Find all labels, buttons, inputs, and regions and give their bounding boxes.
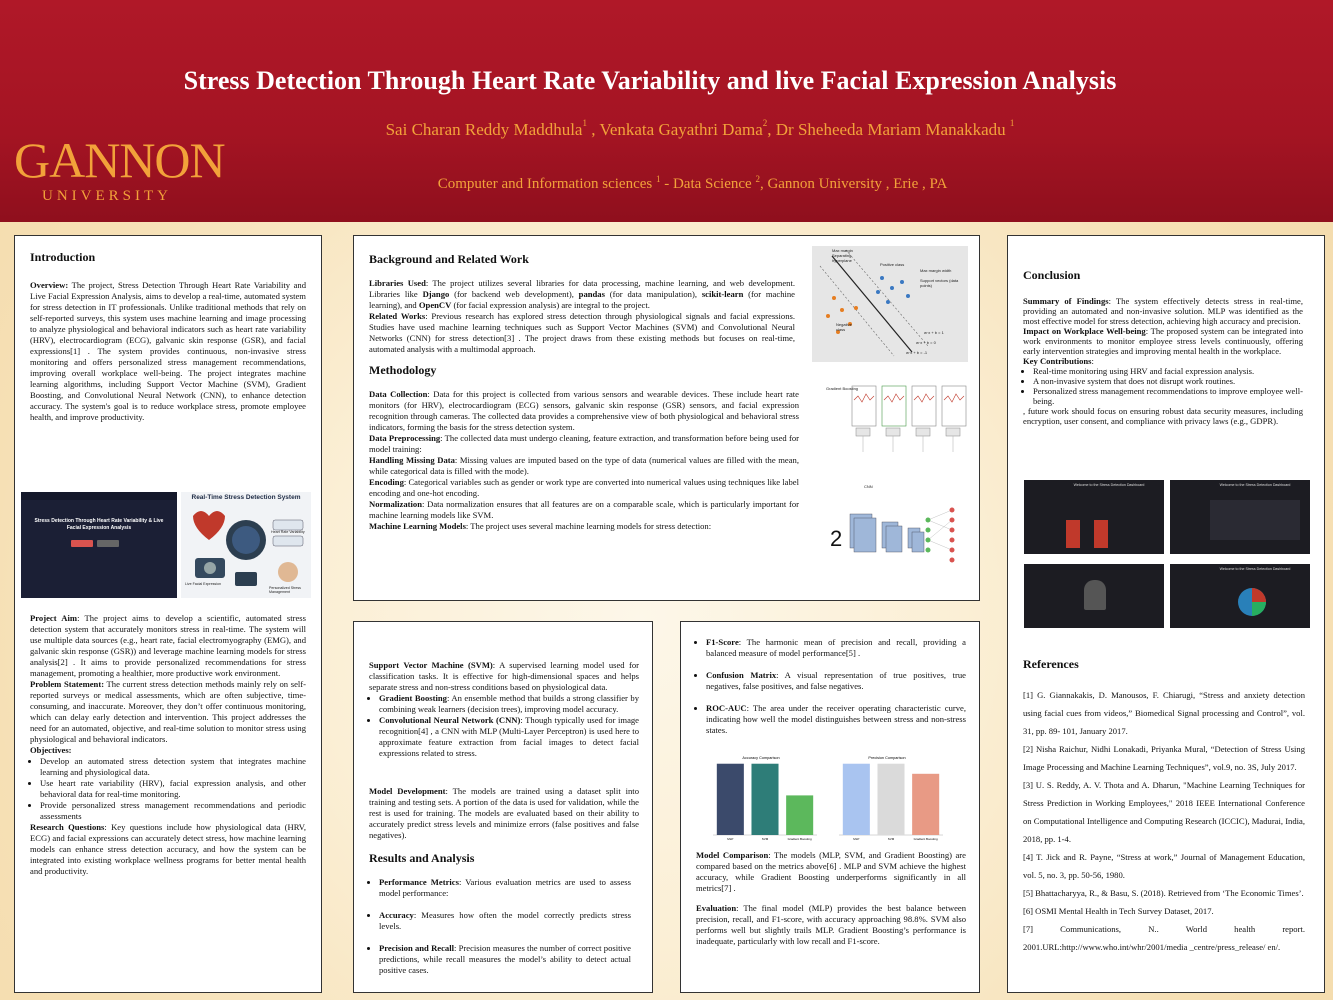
model-development-text [369, 786, 639, 841]
chart-bar [843, 764, 870, 835]
reference-item: [1] G. Giannakakis, D. Manousos, F. Chiarugi, “Stress and anxiety detection using facial cues from videos,” Biomedical Signal processing and Control”, vol. 31, pp. 89- 101, January 2017. [1023, 690, 1305, 736]
comparison-label: Model Comparison [696, 850, 769, 860]
preprocessing-body: : The collected data must undergo cleaning, feature extraction, and transformation before being used for model training: [369, 433, 799, 454]
contributions-label: Key Contributions [1023, 356, 1092, 366]
references-heading: References [1023, 657, 1079, 671]
cnn-diagram [824, 480, 970, 576]
preprocessing-label: Data Preprocessing [369, 433, 441, 443]
affiliation-text: Computer and Information sciences [437, 176, 656, 192]
diagram-label: Gradient Boosting [826, 386, 859, 391]
gb-label: Gradient Boosting [379, 693, 447, 703]
f1-label: F1-Score [706, 637, 739, 647]
affiliation-text: - Data Science [660, 176, 756, 192]
libraries-body: (for facial expression analysis) are integral to the project. [451, 300, 650, 310]
chart-tick-label: Gradient Boosting [913, 837, 938, 841]
dashboard-title: Welcome to the Stress Detection Dashboard [1219, 567, 1291, 571]
f1-body: : The harmonic mean of precision and recall, providing a balanced measure of model performance[5] . [706, 637, 966, 658]
chart-bar [786, 795, 813, 835]
dev-label: Model Development [369, 786, 446, 796]
chart-tick-label: SVM [887, 837, 895, 841]
gb-body: : An ensemble method that builds a strong classifier by combining weak learners (decision trees), improving model accuracy. [379, 693, 640, 714]
libraries-body: (for data manipulation), [604, 289, 702, 299]
metric-item [706, 637, 966, 659]
aim-and-problem-text [30, 613, 306, 877]
dashboard-screenshot [1170, 480, 1310, 554]
infographic-label: Personalized Stress Management [269, 586, 301, 594]
model-item [379, 715, 639, 759]
contributions-list [1023, 366, 1303, 406]
summary-label: Summary of Findings [1023, 296, 1109, 306]
django-label: Django [422, 289, 450, 299]
precision-chart [825, 753, 949, 849]
svm-body: : A supervised learning model used for classification tasks. It is effective for high-dimensional spaces and helps separate stress and non-stress conditions based on physiological data. [369, 660, 639, 692]
chart-tick-label: Gradient Boosting [787, 837, 812, 841]
conclusion-heading: Conclusion [1023, 268, 1081, 282]
ml-models-body: : The project uses several machine learning models for stress detection: [465, 521, 712, 531]
methodology-text [369, 389, 799, 532]
collection-label: Data Collection [369, 389, 428, 399]
author-name: Dr Sheheeda Mariam Manakkadu [775, 120, 1010, 139]
metrics-list [369, 877, 631, 976]
comparison-body: : The models (MLP, SVM, and Gradient Boosting) are compared based on the metrics above[6] . MLP and SVM achieve the highest accuracy, while Gradient Boosting underperforms significantly in all metrics[7] . [696, 850, 966, 893]
metrics-list [696, 637, 966, 736]
libraries-body: (for backend web development), [449, 289, 579, 299]
related-works-label: Related Works [369, 311, 426, 321]
gradient-boosting-diagram [824, 382, 970, 474]
poster-title: Stress Detection Through Heart Rate Variability and live Facial Expression Analysis [183, 66, 1117, 95]
roc-label: ROC-AUC [706, 703, 747, 713]
contributions-colon: : [1091, 356, 1094, 366]
evaluation-text [696, 903, 966, 947]
svm-diagram-image [812, 246, 968, 362]
methodology-heading: Methodology [369, 363, 437, 377]
libraries-label: Libraries Used [369, 278, 426, 288]
summary-body: : The system effectively detects stress in real-time, providing an automated and non-invasive solution. MLP was identified as the most effective model for stress detection, achieving high accuracy and precision. [1023, 296, 1304, 326]
overview-text [30, 280, 306, 423]
cnn-label: Convolutional Neural Network (CNN) [379, 715, 521, 725]
infographic-label: Heart Rate Variability [271, 530, 305, 534]
svm-label: Support Vector Machine (SVM) [369, 660, 493, 670]
research-questions-body: : Key questions include how physiological data (HRV, ECG) and facial expressions can accurately detect stress, how machine learning models can enhance stress detection accuracy, and how the system can be integrated into existing workplace wellness programs for better mental health and productivity. [30, 822, 307, 876]
introduction-panel [14, 235, 322, 993]
collection-body: : Data for this project is collected from various sensors and wearable devices. These include heart rate monitors (for HRV), electrocardiogram (ECG) sensors, galvanic skin response (GSR) sensors, and facial expression recognition through cameras. The collected data provides a comprehensive view of both physiological and behavioral stress indicators, forming the basis for the stress detection system. [369, 389, 799, 432]
overview-body: The project, Stress Detection Through Heart Rate Variability and Live Facial Expression Analysis, aims to develop a real-time, automated system for stress detection in IT professionals. Unlike traditional methods that rely on self-reported surveys, this system uses machine learning and image processing to analyze physiological and behavioral indicators such as heart rate variability (HRV), electrocardiogram (ECG), galvanic skin response (GSR), and facial expressions[1] . The system provides continuous, non-invasive stress monitoring and offers personalized stress management recommendations, improving overall workplace well-being. The project integrates machine learning algorithms, including Support Vector Machine (SVM), Gradient Boosting, and Convolutional Neural Network (CNN), to enhance detection accuracy. The system's goal is to reduce workplace stress, promote employee health, and improve productivity. [30, 280, 306, 422]
ml-models-label: Machine Learning Models [369, 521, 466, 531]
reference-item: [4] T. Jick and R. Payne, “Stress at work,” Journal of Management Education, vol. 5, no. 3, pp. 50-56, 1980. [1023, 852, 1305, 880]
dashboard-title: Welcome to the Stress Detection Dashboard [1073, 483, 1145, 487]
svm-label-text: Separating hyperplane [832, 253, 852, 263]
missing-data-label: Handling Missing Data [369, 455, 455, 465]
reference-item: [3] U. S. Reddy, A. V. Thota and A. Dharun, "Machine Learning Techniques for Stress Prediction in Working Employees," 2018 IEEE International Conference on Computational Intelligence and Computing Research (ICCIC), Madurai, India, 2018, pp. 1-4. [1023, 780, 1305, 844]
background-text [369, 278, 795, 355]
svg-text:2: 2 [830, 526, 843, 551]
infographic-title: Real-Time Stress Detection System [191, 494, 301, 501]
cnn-body: : Though typically used for image recognition[4] , a CNN with MLP (Multi-Layer Perceptron) is used here to approximate feature extraction from facial images to detect facial expressions related to stress. [379, 715, 639, 758]
infographic-label: Live Facial Expression [185, 582, 221, 586]
opencv-label: OpenCV [418, 300, 452, 310]
dashboard-screenshot [1024, 480, 1164, 554]
objective-item: • Use heart rate variability (HRV), facial expression analysis, and other behavioral data for real-time monitoring. [40, 778, 306, 800]
contribution-item: • A non-invasive system that does not disrupt work routines. [1033, 376, 1303, 386]
svm-label: Support vectors (data points) [920, 278, 959, 288]
perf-body: : Various evaluation metrics are used to assess model performance: [379, 877, 631, 898]
dashboard-title: Welcome to the Stress Detection Dashboard [1219, 483, 1291, 487]
more-metrics-text [696, 637, 966, 736]
models-text [369, 660, 639, 759]
reference-item: [5] Bhattacharyya, R., & Basu, S. (2018). Retrieved from ‘The Economic Times’. [1023, 888, 1304, 898]
cm-label: Confusion Matrix [706, 670, 777, 680]
model-item [379, 693, 639, 715]
svm-label: w·x + b = -1 [906, 350, 928, 355]
chart-tick-label: MLP [853, 837, 860, 841]
models-results-panel [353, 621, 653, 993]
evaluation-body: : The final model (MLP) provides the best balance between precision, recall, and F1-score, with accuracy approaching 98.8%. SVM also performs well but slightly trails MLP. Gradient Boosting’s performance is inadequate, particularly with low recall and F1-score. [696, 903, 966, 946]
svm-label: w·x + b = 1 [924, 330, 944, 335]
metric-item [379, 877, 631, 899]
diagram-label: CNN [864, 484, 873, 489]
reference-item: [2] Nisha Raichur, Nidhi Lonakadi, Priyanka Mural, “Detection of Stress Using Image Processing and Machine Learning Techniques”, vol.9, no. 3S, July 2017. [1023, 744, 1305, 772]
chart-bar [877, 764, 904, 835]
acc-label: Accuracy [379, 910, 414, 920]
background-heading: Background and Related Work [369, 252, 529, 266]
university-logo: GANNON [14, 132, 225, 188]
objective-item: • Develop an automated stress detection system that integrates machine learning and physiological data. [40, 756, 306, 778]
affiliation-sup: 2 [755, 174, 760, 184]
problem-label: Problem Statement: [30, 679, 105, 689]
app-screenshot-image [21, 492, 177, 598]
results-heading: Results and Analysis [369, 851, 475, 865]
results-metrics-panel [680, 621, 980, 993]
model-comparison-text [696, 850, 966, 894]
chart-bar [717, 764, 744, 835]
normalization-label: Normalization [369, 499, 422, 509]
encoding-label: Encoding [369, 477, 404, 487]
svm-label: Max margin width [920, 268, 952, 273]
contribution-item: • Real-time monitoring using HRV and facial expression analysis. [1033, 366, 1303, 376]
contribution-item: • Personalized stress management recommendations to improve employee well-being. [1033, 386, 1303, 406]
aim-body: : The project aims to develop a scientific, automated stress detection system that accurately monitors stress in real-time. The system will use multiple data sources (e.g., heart rate, facial electromyography (EMG), and galvanic skin response (GSR)) and leverage machine learning models for stress analysis[2] . It aims to provide personalized recommendations for stress management, promoting a healthier, more productive work environment. [30, 613, 306, 678]
chart-bar [912, 774, 939, 835]
author-sup: 1 [582, 118, 587, 128]
poster-header [0, 0, 1333, 222]
dev-body: : The models are trained using a dataset split into training and testing sets. A portion of the data is used for validation, while the rest is used for training. The models are evaluated based on their ability to accurately predict stress levels and minimize errors (false positives and false negatives). [369, 786, 639, 840]
evaluation-label: Evaluation [696, 903, 737, 913]
chart-title: Accuracy Comparison [742, 756, 780, 760]
pr-label: Precision and Recall [379, 943, 454, 953]
objectives-label: Objectives: [30, 745, 72, 755]
objectives-list [30, 756, 306, 822]
accuracy-chart [699, 753, 823, 849]
author-name: Venkata Gayathri Dama [599, 120, 763, 139]
libraries-body: (for machine learning), and [369, 289, 795, 310]
affiliation-text: , Gannon University , Erie , PA [759, 176, 948, 192]
conclusion-text [1023, 296, 1303, 426]
cm-body: : A visual representation of true positives, true negatives, false positives, and false negatives. [706, 670, 966, 691]
references-list [1023, 686, 1305, 956]
authors-line: Sai Charan Reddy Maddhula$^1$ , Venkata Gayathri Dama$^2$, Dr Sheheeda Mariam Manakkadu $^1$ [385, 118, 1015, 139]
chart-tick-label: MLP [727, 837, 734, 841]
roc-body: : The area under the receiver operating characteristic curve, indicating how well the model distinguishes between stress and non-stress states. [706, 703, 966, 735]
chart-title: Precision Comparison [868, 756, 906, 760]
models-list [369, 693, 639, 759]
svm-label-text: Max margin [832, 248, 853, 253]
aim-label: Project Aim [30, 613, 78, 623]
author-sup: 2 [762, 118, 768, 128]
pr-body: : Precision measures the number of correct positive predictions, while recall measures the model’s ability to detect actual positive cases. [379, 943, 631, 975]
affiliation-sup: 1 [655, 174, 661, 184]
chart-bar [751, 764, 778, 835]
metric-item [379, 943, 631, 976]
chart-tick-label: SVM [761, 837, 769, 841]
perf-label: Performance Metrics [379, 877, 459, 887]
university-logo-sub: UNIVERSITY [42, 188, 172, 204]
metric-item [706, 703, 966, 736]
libraries-body: : The project utilizes several libraries for data processing, machine learning, and web development. Libraries like [369, 278, 795, 299]
svm-label: w·x + b = 0 [916, 340, 936, 345]
author-name: Sai Charan Reddy Maddhula [385, 120, 583, 139]
future-work-body: , future work should focus on ensuring robust data security measures, including encryption, user consent, and compliance with privacy laws (e.g., GDPR). [1023, 406, 1303, 426]
impact-label: Impact on Workplace Well-being [1023, 326, 1146, 336]
svm-label [832, 248, 872, 263]
metric-item [706, 670, 966, 692]
results-metrics-text [369, 877, 631, 976]
missing-data-body: : Missing values are imputed based on the type of data (numerical values are filled with the mean, while categorical data is filled with the mode). [369, 455, 799, 476]
reference-item: [7] Communications, N.. World health report. 2001.URL:http://www.who.int/whr/2001/media _centre/press_release/ en/. [1023, 924, 1305, 952]
overview-label: Overview: [30, 280, 69, 290]
related-works-body: : Previous research has explored stress detection through physiological signals and facial expressions. Studies have used machine learning techniques such as Support Vector Machines (SVM) and Convolutional Neural Networks (CNN) for stress detection[3] . The project draws from these existing methods but focuses on real-time, automated analysis with a multimodal approach. [369, 311, 795, 354]
svm-label: Positive class [880, 262, 905, 267]
impact-body: : The proposed system can be integrated into work environments to monitor employee stress levels continuously, offering early intervention strategies and improving mental health in the workplace. [1023, 326, 1303, 356]
reference-item: [6] OSMI Mental Health in Tech Survey Dataset, 2017. [1023, 906, 1214, 916]
introduction-heading: Introduction [30, 250, 96, 264]
encoding-body: : Categorical variables such as gender or work type are converted into numerical values using techniques like label encoding and one-hot encoding. [369, 477, 799, 498]
scikit-label: scikit-learn [701, 289, 744, 299]
conclusion-panel [1007, 235, 1325, 993]
normalization-body: : Data normalization ensures that all features are on a comparable scale, which is particularly important for machine learning models like SVM. [369, 499, 799, 520]
research-questions-label: Research Questions [30, 822, 105, 832]
acc-body: : Measures how often the model correctly predicts stress levels. [379, 910, 631, 931]
dashboard-pie-screenshot [1170, 564, 1310, 628]
webcam-screenshot [1024, 564, 1164, 628]
infographic-image [181, 492, 311, 598]
objective-item: • Provide personalized stress management recommendations and periodic assessments [40, 800, 306, 822]
problem-body: The current stress detection methods mainly rely on self-reported surveys or medical assessments, which are often subjective, time-consuming, and inaccurate. Moreover, they don’t offer continuous monitoring, which can delay early detection and intervention. This project addresses the need for an automated, objective, and real-time solution to monitor stress using physiological and behavioral indicators. [30, 679, 306, 744]
svm-label: Negative class [836, 322, 852, 332]
background-methodology-panel [353, 235, 980, 601]
metric-item [379, 910, 631, 932]
author-sup: 1 [1009, 118, 1015, 128]
screenshot-title: Stress Detection Through Heart Rate Variability & Live Facial Expression Analysis [34, 518, 164, 531]
pandas-label: pandas [578, 289, 605, 299]
